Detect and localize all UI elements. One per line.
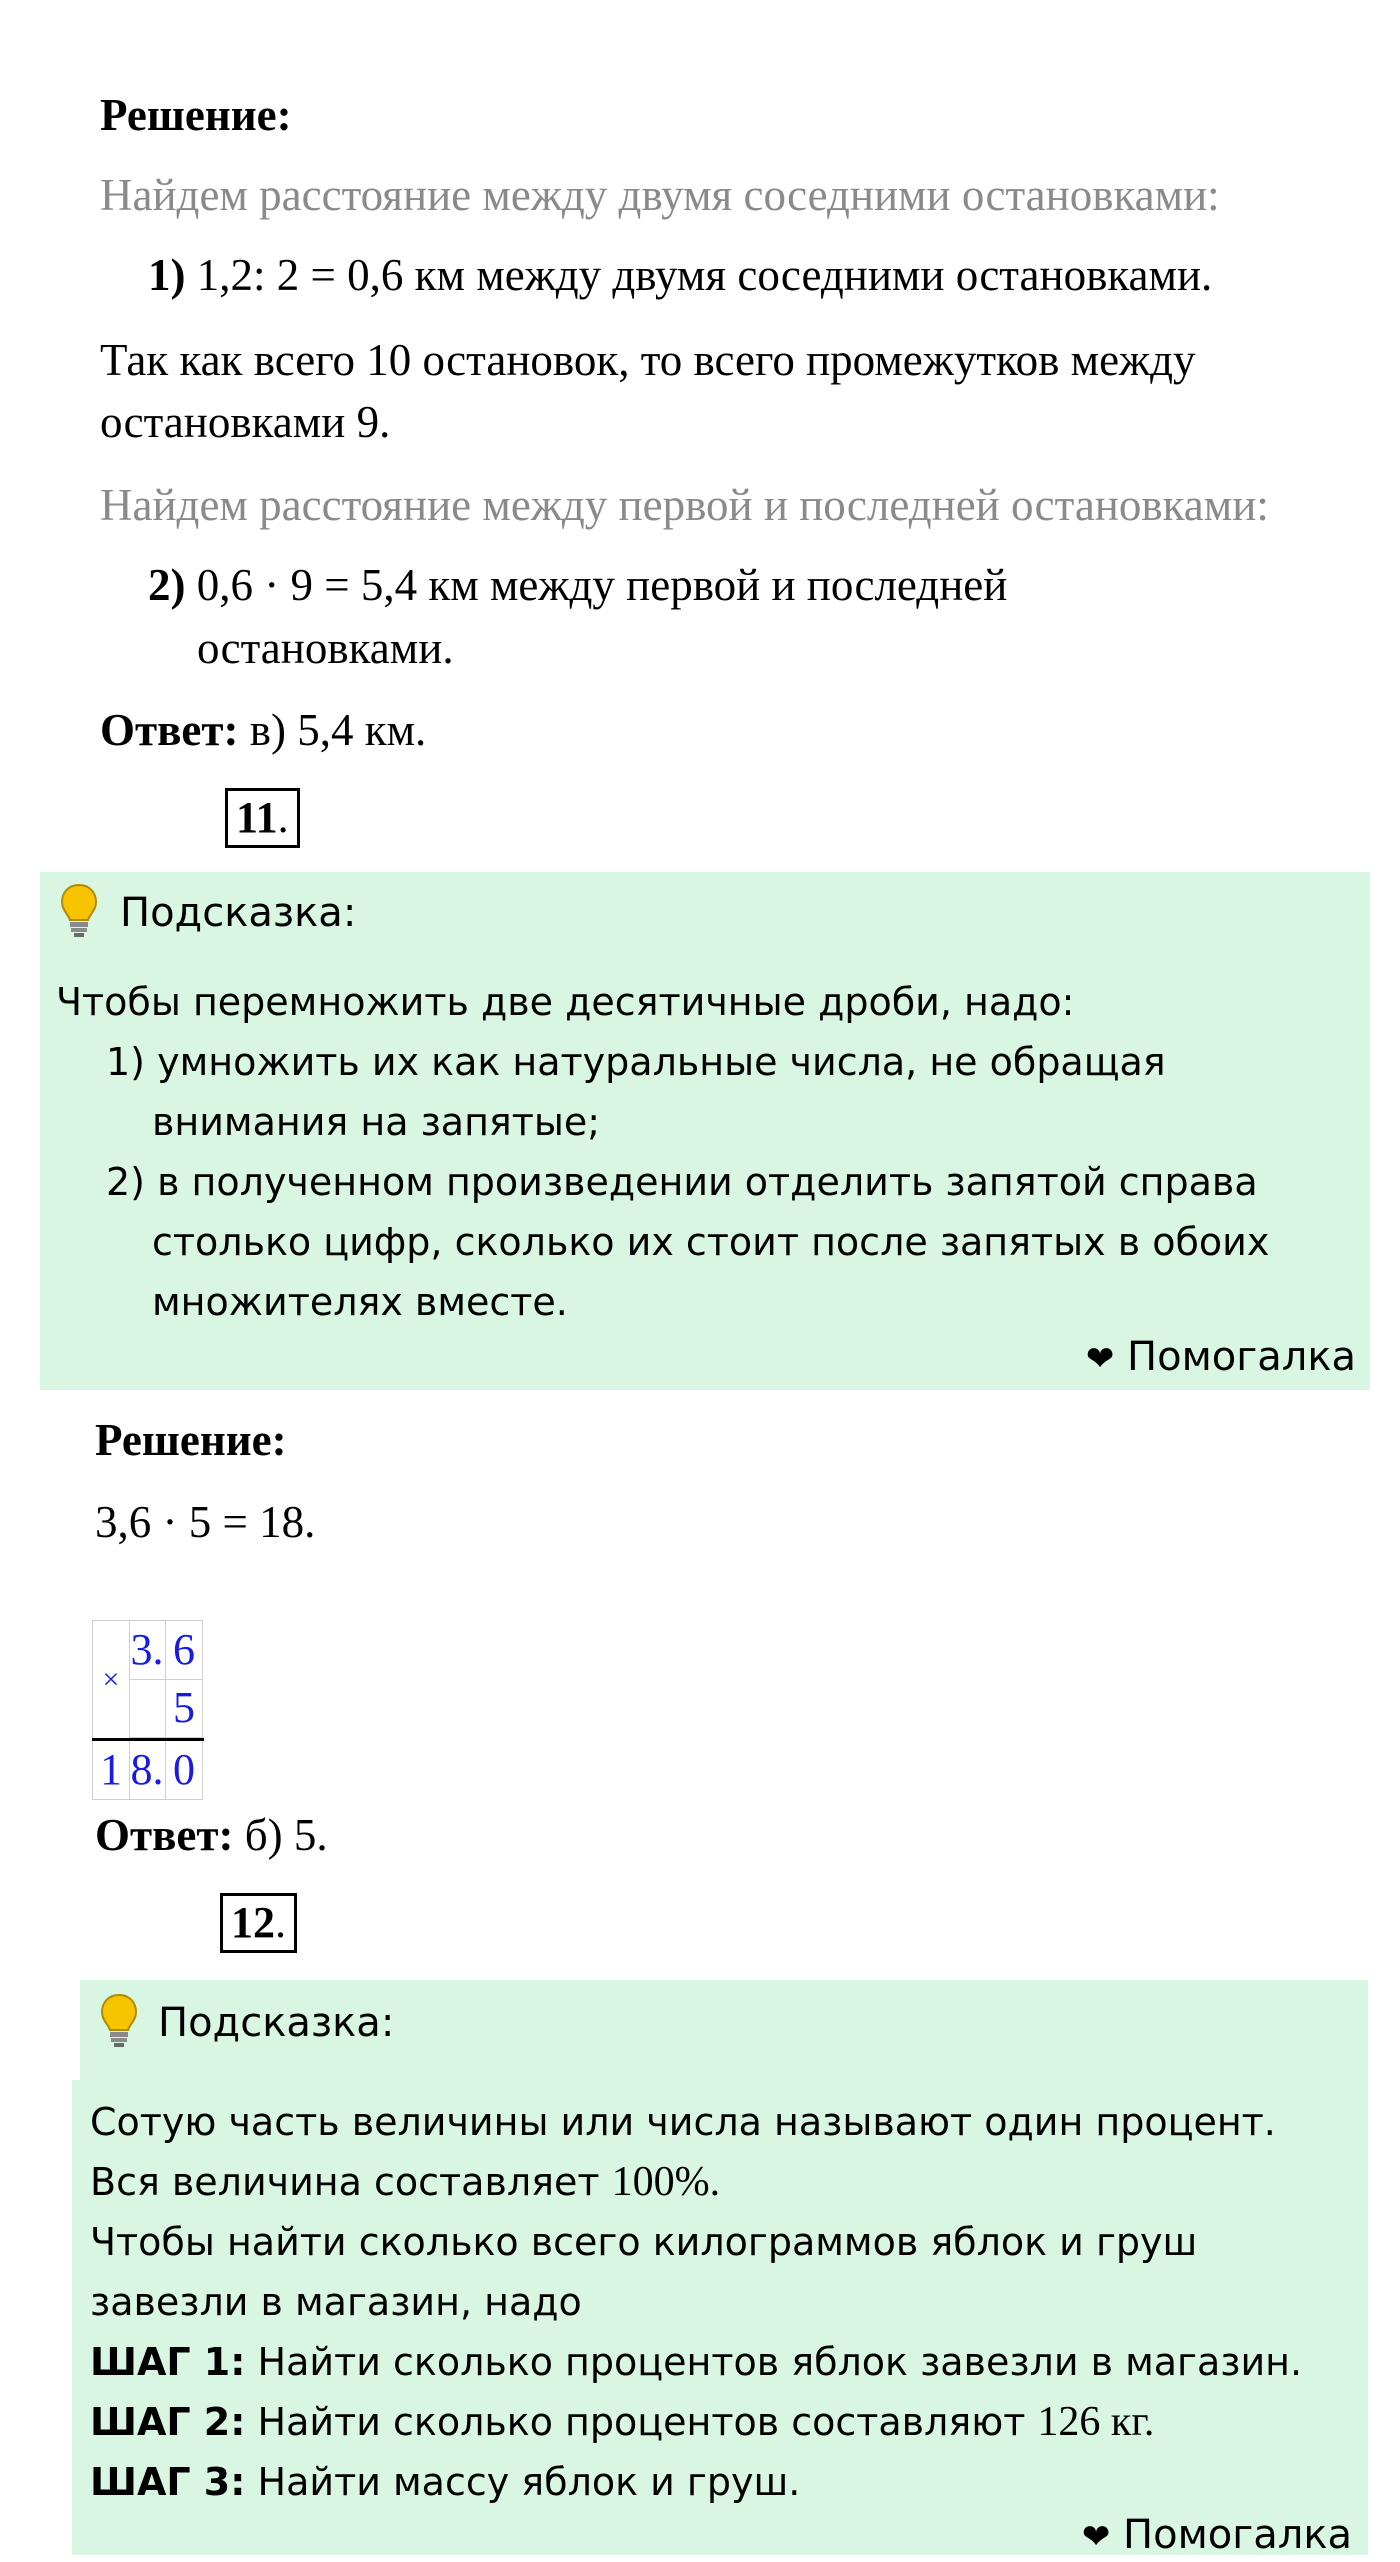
hint-title: Подсказка: [120, 890, 357, 936]
step-line [90, 2452, 800, 2512]
task-number-box [220, 1893, 297, 1953]
step-label: ШАГ 3: [90, 2460, 246, 2504]
step-text-continued: остановками. [197, 623, 454, 673]
step-line [90, 2392, 1154, 2452]
multiply-sign: × [92, 1620, 130, 1739]
lightbulb-icon [58, 882, 100, 940]
digit-cell: 5 [166, 1679, 203, 1738]
hint-text-line [90, 2152, 720, 2212]
hint-text-line: завезли в магазин, надо [90, 2280, 582, 2324]
hint-line: Найдем расстояние между двумя соседними остановками: [100, 170, 1220, 220]
step-text: Найти массу яблок и груш. [245, 2460, 801, 2504]
answer [95, 1805, 328, 1865]
hint-text-line: Сотую часть величины или числа называют один процент. [90, 2100, 1276, 2144]
answer-value: б) 5. [244, 1810, 328, 1860]
hint-line: Найдем расстояние между первой и последней остановками: [100, 480, 1269, 530]
equation: 3,6 · 5 = 18. [95, 1497, 316, 1547]
answer [100, 700, 426, 760]
hint-title: Подсказка: [158, 2000, 395, 2046]
solution-label: Решение: [100, 90, 292, 140]
footer-brand [1082, 2510, 1352, 2562]
digit-cell: 0 [166, 1741, 203, 1800]
step-text: Найти сколько процентов яблок завезли в магазин. [245, 2340, 1303, 2384]
task-number-box [225, 788, 300, 848]
digit-cell: 1 [92, 1741, 130, 1800]
digit-cell: 8. [129, 1741, 166, 1800]
step-number: 2) [148, 560, 186, 610]
footer-text: Помогалка [1123, 2512, 1352, 2558]
step-line [90, 2332, 1302, 2392]
task-number-dot: . [277, 793, 289, 842]
task-number: 12 [231, 1898, 275, 1947]
answer-label: Ответ: [100, 705, 239, 755]
hint-text-line: Чтобы перемножить две десятичные дроби, надо: [56, 980, 1075, 1024]
digit-cell: 3. [129, 1620, 166, 1680]
heart-icon: ❤ [1081, 2517, 1111, 2557]
hint-text: Вся величина составляет [90, 2160, 612, 2204]
footer-text: Помогалка [1127, 1334, 1356, 1380]
step-text: 0,6 · 9 = 5,4 км между первой и последней [196, 560, 1008, 610]
task-number-dot: . [275, 1898, 286, 1947]
step-label: ШАГ 2: [90, 2400, 246, 2444]
hint-text-line: 1) умножить их как натуральные числа, не обращая [106, 1040, 1166, 1084]
hint-box [72, 2080, 1368, 2558]
step-1 [148, 245, 1212, 305]
task-number: 11 [236, 793, 278, 842]
answer-label: Ответ: [95, 1810, 234, 1860]
step-text: 1,2: 2 = 0,6 км между двумя соседними остановками. [196, 250, 1213, 300]
paragraph-line: остановками 9. [100, 397, 391, 447]
hint-box [40, 872, 1370, 1390]
solution-label: Решение: [95, 1415, 287, 1465]
step-value: 126 кг. [1037, 2399, 1155, 2445]
hint-text-line: множителях вместе. [152, 1280, 568, 1324]
paragraph-line: Так как всего 10 остановок, то всего промежутков между [100, 335, 1196, 385]
hint-text-line: 2) в полученном произведении отделить запятой справа [106, 1160, 1258, 1204]
hint-text-line: Чтобы найти сколько всего килограммов яблок и груш [90, 2220, 1198, 2264]
hint-text-line: внимания на запятые; [152, 1100, 601, 1144]
step-label: ШАГ 1: [90, 2340, 246, 2384]
heart-icon: ❤ [1085, 1339, 1115, 1379]
hint-box-header [80, 1980, 1368, 2080]
step-text: Найти сколько процентов составляют [245, 2400, 1038, 2444]
lightbulb-icon [98, 1992, 140, 2050]
answer-value: в) 5,4 км. [249, 705, 427, 755]
digit-cell: 6 [166, 1620, 203, 1680]
digit-cell [129, 1679, 166, 1738]
hint-text-line: столько цифр, сколько их стоит после запятых в обоих [152, 1220, 1270, 1264]
footer-brand [1086, 1332, 1356, 1384]
step-2 [148, 555, 1007, 615]
hint-value: 100%. [611, 2159, 721, 2205]
step-number: 1) [148, 250, 186, 300]
column-multiplication [92, 1620, 222, 1805]
